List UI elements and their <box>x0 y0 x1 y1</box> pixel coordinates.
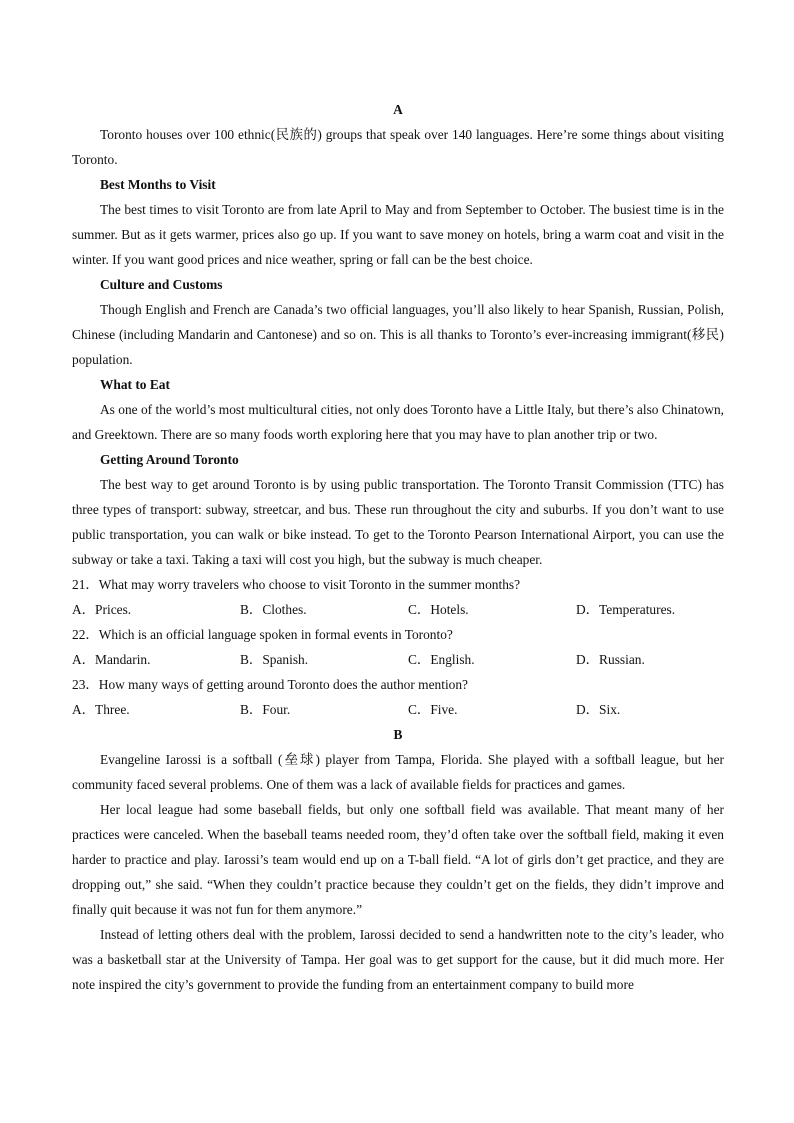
passage-b-paragraph-3: Instead of letting others deal with the problem, Iarossi decided to send a handwritten note to the city’s leader, who was a basketball star at the University of Tampa. Her goal was to get support for the cause, but it did much more. Her note inspired the city’s government to provide the funding from an entertainment company to build more <box>72 927 724 992</box>
question-23-options <box>72 697 724 722</box>
paragraph-getting-around: The best way to get around Toronto is by using public transportation. The Toronto Transit Commission (TTC) has three types of transport: subway, streetcar, and bus. These run throughout the city and suburbs. If you don’t want to use public transportation, you can walk or bike instead. To get to the Toronto Pearson International Airport, you can use the subway or take a taxi. Taking a taxi will cost you high, but the subway is much cheaper. <box>72 477 724 567</box>
question-23 <box>72 672 724 697</box>
paragraph-culture-customs: Though English and French are Canada’s two official languages, you’ll also likely to hear Spanish, Russian, Polish, Chinese (including Mandarin and Cantonese) and so on. This is all thanks to Toronto’s ever-increasing immigrant(移民) population. <box>72 302 724 367</box>
option-c: C．Five. <box>408 702 458 717</box>
question-22-options <box>72 647 724 672</box>
question-number: 22． <box>72 627 99 642</box>
passage-b-paragraph-1: Evangeline Iarossi is a softball (垒球) player from Tampa, Florida. She played with a softball league, but her community faced several problems. One of them was a lack of available fields for practices and games. <box>72 752 724 792</box>
question-text: Which is an official language spoken in formal events in Toronto? <box>98 627 453 642</box>
option-c: C．English. <box>408 652 475 667</box>
heading-culture-customs: Culture and Customs <box>100 277 223 292</box>
option-c: C．Hotels. <box>408 602 469 617</box>
option-b: B．Four. <box>240 702 291 717</box>
option-d: D．Russian. <box>576 652 645 667</box>
option-b: B．Spanish. <box>240 652 309 667</box>
question-21 <box>72 572 724 597</box>
passage-b-title: B <box>393 727 403 742</box>
question-number: 23． <box>72 677 99 692</box>
option-a: A．Mandarin. <box>72 652 151 667</box>
passage-a-title: A <box>393 102 403 117</box>
question-number: 21． <box>72 577 99 592</box>
option-d: D．Temperatures. <box>576 602 676 617</box>
question-text: How many ways of getting around Toronto does the author mention? <box>98 677 468 692</box>
option-d: D．Six. <box>576 702 621 717</box>
question-text: What may worry travelers who choose to visit Toronto in the summer months? <box>98 577 521 592</box>
option-a: A．Prices. <box>72 602 132 617</box>
passage-a-intro: Toronto houses over 100 ethnic(民族的) groups that speak over 140 languages. Here’re some things about visiting Toronto. <box>72 127 724 167</box>
passage-b-paragraph-2: Her local league had some baseball fields, but only one softball field was available. That meant many of her practices were canceled. When the baseball teams needed room, they’d often take over the softball field, making it even harder to practice and play. Iarossi’s team would end up on a T-ball field. “A lot of girls don’t get practice, and they are dropping out,” she said. “When they couldn’t practice because they couldn’t get on the fields, they didn’t improve and finally quit because it was not fun for them anymore.” <box>72 802 724 917</box>
option-b: B．Clothes. <box>240 602 307 617</box>
option-a: A．Three. <box>72 702 130 717</box>
exam-page <box>72 97 724 997</box>
heading-what-to-eat: What to Eat <box>100 377 170 392</box>
question-22 <box>72 622 724 647</box>
paragraph-best-months: The best times to visit Toronto are from late April to May and from September to October. The busiest time is in the summer. But as it gets warmer, prices also go up. If you want to save money on hotels, bring a warm coat and visit in the winter. If you want good prices and nice weather, spring or fall can be the best choice. <box>72 202 724 267</box>
question-21-options <box>72 597 724 622</box>
heading-best-months: Best Months to Visit <box>100 177 216 192</box>
heading-getting-around: Getting Around Toronto <box>100 452 239 467</box>
paragraph-what-to-eat: As one of the world’s most multicultural cities, not only does Toronto have a Little Italy, but there’s also Chinatown, and Greektown. There are so many foods worth exploring here that you may have to plan another trip or two. <box>72 402 724 442</box>
